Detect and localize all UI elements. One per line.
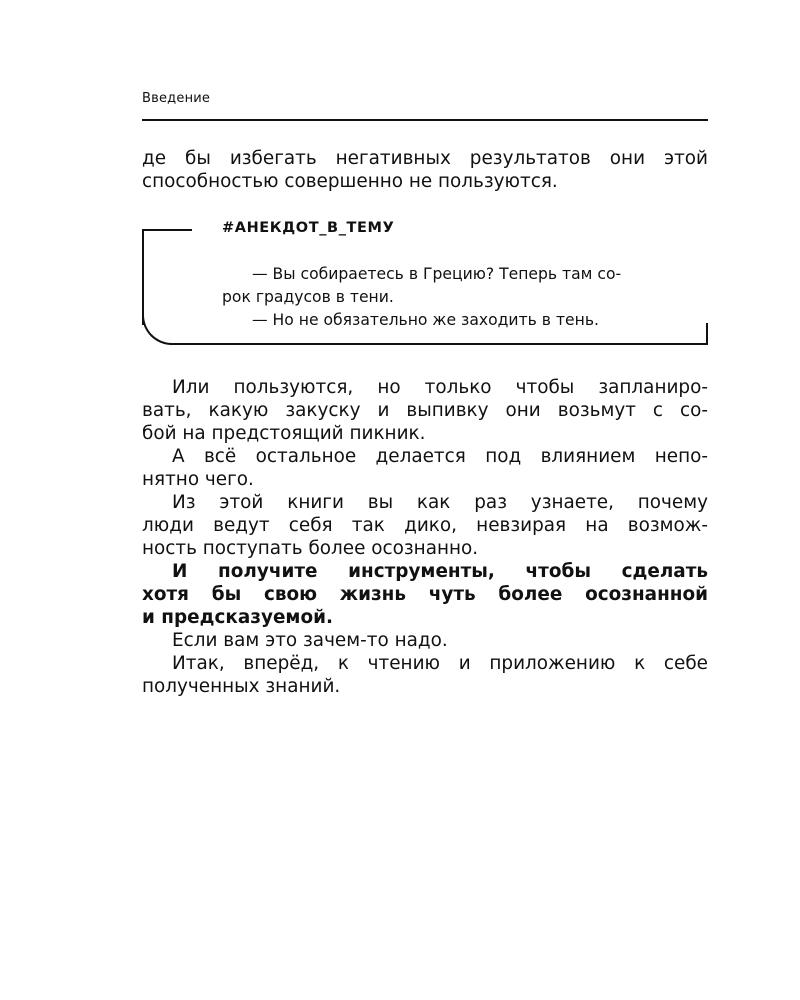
sidebar-frame-right <box>706 323 708 345</box>
sidebar-frame-bottom <box>170 343 708 345</box>
text-line: способностью совершенно не пользуются. <box>142 171 558 192</box>
text-line: Из этой книги вы как раз узнаете, почему <box>172 492 708 513</box>
text-line: Или пользуются, но только чтобы запланиро- <box>172 377 708 398</box>
running-head: Введение <box>142 91 211 106</box>
sidebar-body <box>222 263 688 332</box>
text-line: люди ведут себя так дико, невзирая на возмож- <box>142 515 708 536</box>
main-text <box>142 376 708 698</box>
text-line: вать, какую закуску и выпивку они возьмут с со- <box>142 400 708 421</box>
joke-line: — Вы собираетесь в Грецию? Теперь там со- <box>252 265 622 283</box>
sidebar-frame-corner <box>142 309 176 345</box>
sidebar-frame-top <box>142 229 192 231</box>
text-line: Если вам это зачем-то надо. <box>172 630 448 651</box>
sidebar-title: #АНЕКДОТ_В_ТЕМУ <box>222 220 395 236</box>
text-line: де бы избегать негативных результатов они этой <box>142 148 708 169</box>
text-line: ность поступать более осознанно. <box>142 538 479 559</box>
text-line: полученных знаний. <box>142 676 341 697</box>
intro-paragraph <box>142 147 708 193</box>
text-line: бой на предстоящий пикник. <box>142 423 426 444</box>
header-rule <box>142 119 708 121</box>
text-line: хотя бы свою жизнь чуть более осознанной <box>142 584 708 605</box>
text-line: А всё остальное делается под влиянием непо- <box>172 446 708 467</box>
joke-line: — Но не обязательно же заходить в тень. <box>252 311 599 329</box>
text-line: И получите инструменты, чтобы сделать <box>172 561 708 582</box>
text-line: и предсказуемой. <box>142 607 333 628</box>
joke-line: рок градусов в тени. <box>222 288 394 306</box>
text-line: Итак, вперёд, к чтению и приложению к себе <box>172 653 708 674</box>
text-line: нятно чего. <box>142 469 254 490</box>
